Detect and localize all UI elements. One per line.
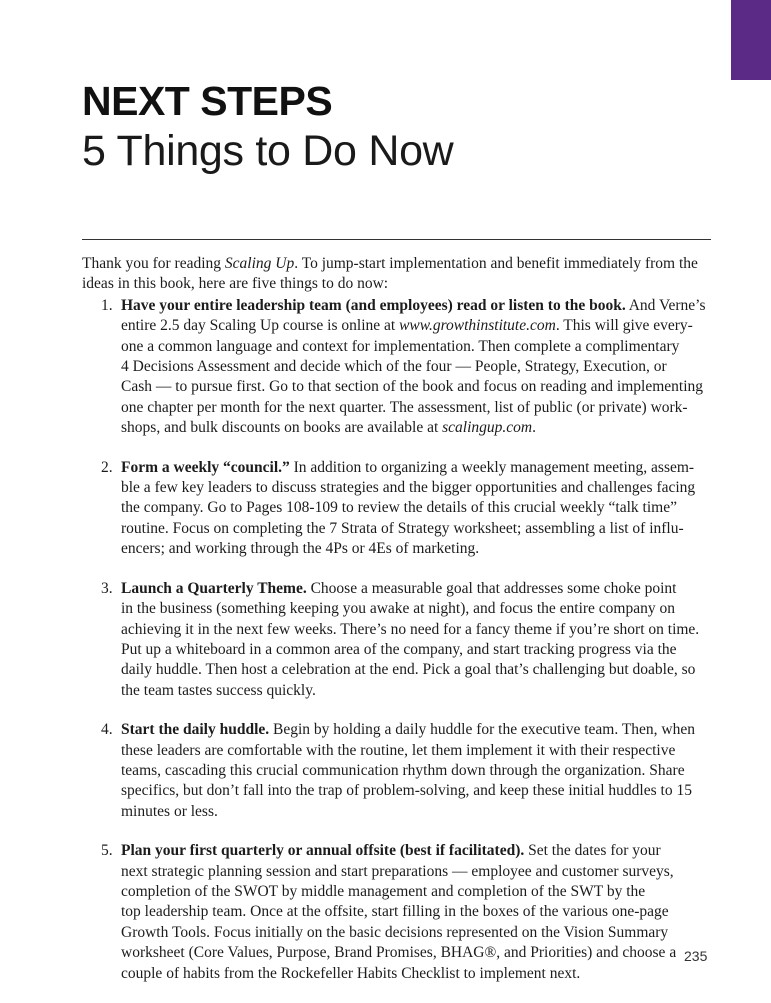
step-line (121, 841, 711, 861)
step-line: achieving it in the next few weeks. There’s no need for a fancy theme if you’re short on time. (121, 620, 700, 638)
step-line (121, 579, 711, 599)
step-line: Cash — to pursue first. Go to that section of the book and focus on reading and implementing (121, 378, 703, 396)
step-number: 5. (101, 842, 113, 860)
step-number: 4. (101, 721, 113, 739)
step-line: the team tastes success quickly. (121, 681, 316, 699)
step-line (121, 418, 711, 438)
title-divider (82, 239, 711, 240)
step-item-2 (82, 458, 711, 560)
step-line: encers; and working through the 4Ps or 4Es of marketing. (121, 540, 480, 558)
step-line: Put up a whiteboard in a common area of the company, and start tracking progress via the (121, 640, 677, 658)
step-line (121, 458, 711, 478)
step-line: next strategic planning session and start preparations — employee and customer surveys, (121, 862, 674, 880)
book-title: Scaling Up (224, 255, 295, 272)
page-number: 235 (684, 948, 708, 964)
step-text: entire 2.5 day Scaling Up course is online at (121, 317, 400, 335)
intro-line: ideas in this book, here are five things to do now: (82, 275, 389, 293)
step-line (121, 720, 711, 740)
step-line: one chapter per month for the next quarter. The assessment, list of public (or private) work- (121, 398, 688, 416)
step-line: teams, cascading this crucial communication rhythm down through the organization. Share (121, 761, 685, 779)
step-line: specifics, but don’t fall into the trap of problem-solving, and keep these initial huddles to 15 (121, 782, 692, 800)
step-text: . This will give every- (555, 317, 693, 335)
step-lead: Have your entire leadership team (and employees) read or listen to the book. (121, 296, 626, 314)
step-lead: Start the daily huddle. (121, 721, 270, 739)
intro-line (82, 254, 711, 274)
step-lead: Launch a Quarterly Theme. (121, 579, 307, 597)
body-text (82, 254, 711, 1003)
step-line: these leaders are comfortable with the routine, let them implement it with their respective (121, 741, 676, 759)
step-line: the company. Go to Pages 108-109 to review the details of this crucial weekly “talk time” (121, 499, 677, 517)
step-line (121, 296, 711, 316)
step-text: shops, and bulk discounts on books are available at (121, 419, 443, 437)
intro-text: Thank you for reading (82, 255, 225, 272)
step-line: minutes or less. (121, 802, 218, 820)
step-item-1 (82, 296, 711, 439)
step-line: worksheet (Core Values, Purpose, Brand Promises, BHAG®, and Priorities) and choose a (121, 944, 677, 962)
step-line: couple of habits from the Rockefeller Habits Checklist to implement next. (121, 964, 581, 982)
step-line: routine. Focus on completing the 7 Strata of Strategy worksheet; assembling a list of influ- (121, 519, 684, 537)
step-line: one a common language and context for implementation. Then complete a complimentary (121, 337, 680, 355)
step-line: ble a few key leaders to discuss strategies and the bigger opportunities and challenges facing (121, 479, 696, 497)
step-text: Choose a measurable goal that addresses some choke point (306, 579, 677, 597)
step-lead: Plan your first quarterly or annual offsite (best if facilitated). (121, 842, 525, 860)
step-text: Begin by holding a daily huddle for the executive team. Then, when (269, 721, 695, 739)
step-text: In addition to organizing a weekly management meeting, assem- (289, 458, 695, 476)
steps-list (82, 296, 711, 984)
step-line: 4 Decisions Assessment and decide which of the four — People, Strategy, Execution, or (121, 358, 667, 376)
step-line: top leadership team. Once at the offsite, start filling in the boxes of the various one-page (121, 903, 669, 921)
step-line: completion of the SWOT by middle management and completion of the SWT by the (121, 882, 646, 900)
step-text: Set the dates for your (524, 842, 661, 860)
step-text: And Verne’s (625, 296, 706, 314)
step-number: 3. (101, 579, 113, 597)
step-item-3 (82, 579, 711, 701)
intro-paragraph (82, 254, 711, 295)
step-item-4 (82, 720, 711, 822)
step-lead: Form a weekly “council.” (121, 458, 290, 476)
web-address: scalingup.com (442, 419, 533, 437)
web-address: www.growthinstitute.com (399, 317, 556, 335)
step-number: 2. (101, 458, 113, 476)
step-line (121, 316, 711, 336)
step-text: . (532, 419, 536, 437)
page-title: NEXT STEPS (82, 78, 333, 124)
step-item-5 (82, 841, 711, 984)
step-line: in the business (something keeping you awake at night), and focus the entire company on (121, 600, 675, 618)
page-subtitle: 5 Things to Do Now (82, 127, 454, 175)
intro-text: . To jump-start implementation and benefit immediately from the (294, 255, 698, 272)
step-line: daily huddle. Then host a celebration at the end. Pick a goal that’s challenging but doable, so (121, 661, 696, 679)
step-number: 1. (101, 296, 113, 314)
chapter-tab-accent (731, 0, 771, 80)
step-line: Growth Tools. Focus initially on the basic decisions represented on the Vision Summary (121, 923, 669, 941)
